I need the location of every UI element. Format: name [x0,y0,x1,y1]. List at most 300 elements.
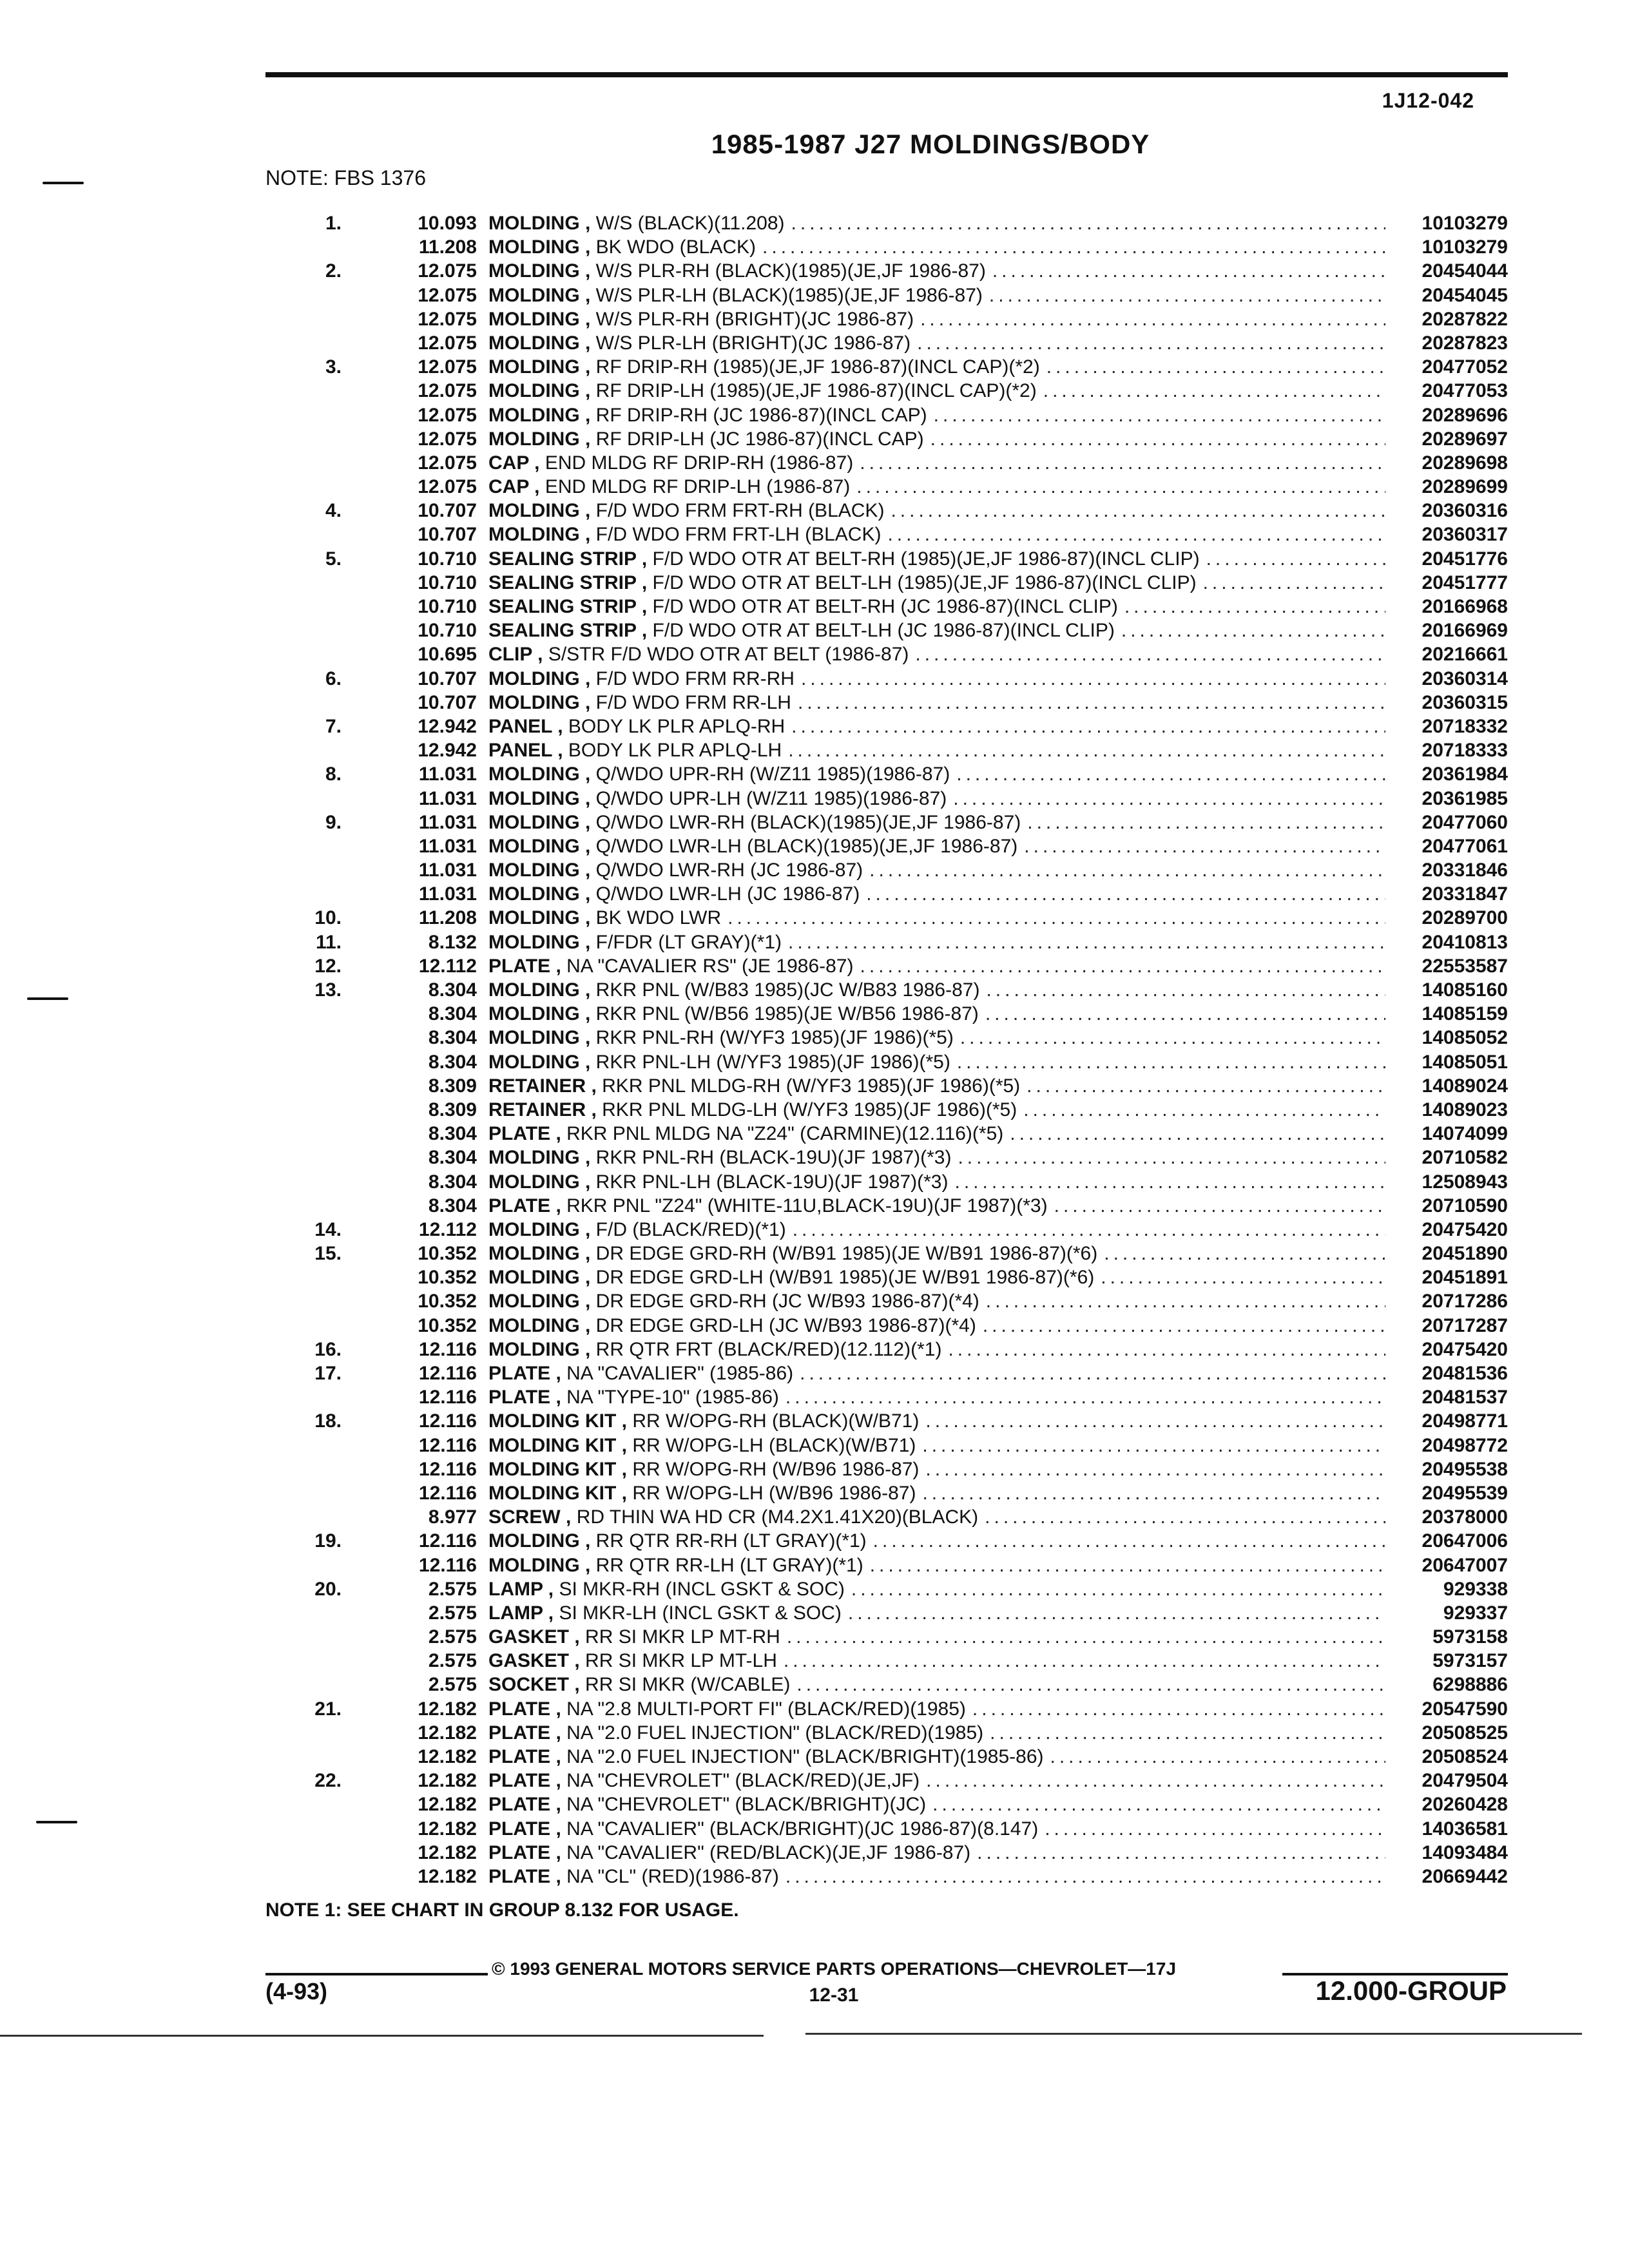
separator: , [550,1841,567,1863]
leader-dots [863,860,1385,881]
part-detail: BK WDO (BLACK) [595,236,757,258]
description-text [488,452,853,474]
separator: , [616,1434,633,1456]
separator: , [569,1650,586,1672]
leader-dots [947,788,1385,810]
separator: , [579,236,596,258]
part-detail: RD THIN WA HD CR (M4.2X1.41X20)(BLACK) [576,1506,979,1528]
part-name: PLATE [488,1841,551,1863]
description-text [488,236,756,258]
description-text [488,285,983,307]
part-detail: DR EDGE GRD-RH (JC W/B93 1986-87)(*4) [595,1291,979,1312]
part-name: RETAINER [488,1075,586,1097]
part-number: 20216661 [1422,644,1508,666]
part-description [477,332,1385,354]
description-text [488,1315,976,1337]
part-detail: Q/WDO LWR-LH (JC 1986-87) [595,883,860,905]
part-name: RETAINER [488,1099,586,1120]
part-description [477,1602,1385,1624]
leader-dots [779,1387,1385,1408]
part-number: 20361984 [1422,764,1508,785]
part-description [477,236,1385,258]
part-description [477,1626,1385,1648]
table-row [284,883,1508,907]
group-number: 11.031 [418,811,477,833]
ref-number: 10. [314,907,342,929]
separator: , [550,1770,567,1792]
part-description [477,1052,1385,1073]
part-number: 20477060 [1422,811,1508,833]
part-name: SEALING STRIP [488,596,637,617]
part-number: 20547590 [1422,1698,1508,1720]
leader-dots [911,332,1385,354]
part-name: CAP [488,476,529,498]
leader-dots [941,1339,1385,1361]
page-title: 1985-1987 J27 MOLDINGS/BODY [711,129,1150,159]
description-text [488,380,1037,402]
leader-dots [950,764,1385,785]
leader-dots [1037,380,1385,402]
table-row [284,1818,1508,1842]
part-detail: NA "CL" (RED)(1986-87) [566,1865,779,1887]
group-number: 12.116 [418,1410,477,1432]
separator: , [543,1602,559,1624]
part-detail: RR SI MKR LP MT-RH [585,1626,780,1648]
group-number: 10.707 [418,691,477,713]
description-text [488,260,986,282]
table-row [284,740,1508,764]
ref-number: 15. [314,1243,342,1265]
part-number: 20508525 [1422,1722,1508,1744]
description-text [488,428,924,450]
part-detail: F/D WDO FRM RR-LH [595,691,791,713]
separator: , [579,1338,596,1360]
part-detail: BK WDO LWR [595,907,722,929]
part-description [477,1075,1385,1097]
table-row [284,668,1508,692]
leader-dots [1094,1267,1385,1289]
table-row [284,1123,1508,1147]
table-row [284,1698,1508,1722]
separator: , [579,860,596,881]
part-description [477,668,1385,690]
table-row [284,1794,1508,1818]
part-number: 20451776 [1422,548,1508,570]
part-description [477,1147,1385,1169]
description-text [488,1147,951,1169]
leader-dots [979,1003,1385,1025]
description-text [488,644,909,666]
table-row [284,1674,1508,1698]
leader-dots [1044,1746,1385,1768]
part-description [477,932,1385,954]
leader-dots [785,213,1385,235]
description-text [488,1099,1017,1121]
part-description [477,1315,1385,1337]
table-row [284,860,1508,883]
part-number: 20454045 [1422,284,1508,306]
description-text [488,1506,978,1528]
part-detail: RKR PNL (W/B56 1985)(JE W/B56 1986-87) [595,1003,979,1025]
group-number: 8.304 [428,1051,477,1073]
part-detail: RKR PNL MLDG NA "Z24" (CARMINE)(12.116)(*5) [566,1123,1004,1145]
group-number: 12.182 [418,1865,477,1887]
leader-dots [884,500,1385,522]
leader-dots [721,907,1385,929]
table-row [284,380,1508,404]
part-name: MOLDING [488,787,580,809]
page-number: 12-31 [809,1984,859,2006]
separator: , [528,476,545,498]
description-text [488,405,927,427]
separator: , [579,1267,596,1289]
part-name: PLATE [488,1195,551,1216]
part-name: MOLDING [488,811,580,833]
leader-dots [853,956,1385,977]
table-row [284,452,1508,476]
part-detail: RF DRIP-LH (1985)(JE,JF 1986-87)(INCL CAP)(*2) [595,380,1037,402]
table-row [284,356,1508,380]
table-row [284,1195,1508,1219]
leader-dots [979,979,1385,1001]
part-number: 20508524 [1422,1746,1508,1767]
part-number: 20495538 [1422,1458,1508,1480]
part-detail: W/S PLR-LH (BRIGHT)(JC 1986-87) [595,332,911,354]
separator: , [579,308,596,330]
group-number: 10.352 [418,1314,477,1336]
part-description [477,572,1385,594]
group-number: 2.575 [428,1626,477,1648]
leader-dots [780,1626,1385,1648]
part-number: 20669442 [1422,1865,1508,1887]
description-text [488,1027,954,1049]
leader-dots [948,1171,1385,1193]
part-number: 20378000 [1422,1506,1508,1528]
part-name: MOLDING [488,668,580,689]
description-text [488,620,1115,642]
top-rule [265,72,1508,77]
part-number: 20475420 [1422,1338,1508,1360]
part-detail: NA "CAVALIER" (1985-86) [566,1363,794,1384]
ref-number: 3. [325,356,342,378]
part-name: PLATE [488,1698,551,1720]
group-number: 10.352 [418,1291,477,1312]
part-name: PLATE [488,1722,551,1744]
leader-dots [909,644,1385,666]
part-detail: RR QTR RR-LH (LT GRAY)(*1) [595,1554,863,1576]
part-name: MOLDING [488,883,580,905]
ref-number: 19. [314,1530,342,1552]
table-row [284,1243,1508,1267]
part-description [477,428,1385,450]
part-description [477,548,1385,570]
part-detail: F/D (BLACK/RED)(*1) [595,1218,786,1240]
leader-dots [1038,1818,1385,1840]
part-name: MOLDING [488,1051,580,1073]
part-description [477,380,1385,402]
group-number: 2.575 [428,1578,477,1600]
part-detail: RKR PNL MLDG-LH (W/YF3 1985)(JF 1986)(*5) [602,1099,1017,1120]
part-name: MOLDING [488,284,580,306]
group-number: 11.031 [418,835,477,857]
separator: , [579,668,596,689]
description-text [488,356,1040,378]
part-detail: DR EDGE GRD-RH (W/B91 1985)(JE W/B91 1986-87)(*6) [595,1243,1098,1265]
table-row [284,1722,1508,1746]
part-name: MOLDING [488,524,580,546]
leader-dots [1020,1075,1385,1097]
separator: , [616,1482,633,1504]
description-text [488,1530,867,1552]
separator: , [550,955,567,977]
ref-number: 18. [314,1410,342,1432]
part-name: CLIP [488,644,532,666]
part-detail: NA "CAVALIER RS" (JE 1986-87) [566,955,854,977]
part-detail: RR W/OPG-RH (W/B96 1986-87) [632,1458,920,1480]
description-text [488,788,947,810]
part-number: 20360315 [1422,691,1508,713]
table-row [284,332,1508,356]
part-number: 20718333 [1422,740,1508,762]
part-number: 20451891 [1422,1267,1508,1289]
part-description [477,452,1385,474]
table-row [284,764,1508,787]
header-note: NOTE: FBS 1376 [265,166,426,189]
part-name: CAP [488,452,529,474]
part-number: 20289698 [1422,452,1508,474]
description-text [488,1052,950,1073]
leader-dots [881,524,1385,546]
part-description [477,1842,1385,1864]
description-text [488,1842,970,1864]
part-description [477,476,1385,498]
leader-dots [793,1363,1385,1385]
table-row [284,692,1508,716]
separator: , [569,1626,586,1648]
group-number: 12.075 [418,476,477,498]
part-description [477,1746,1385,1768]
part-description [477,692,1385,714]
part-name: PLATE [488,955,551,977]
leader-dots [1197,572,1385,594]
group-number: 12.075 [418,404,477,426]
part-description [477,907,1385,929]
group-number: 12.116 [418,1434,477,1456]
leader-dots [860,883,1385,905]
part-name: MOLDING [488,1218,580,1240]
part-name: MOLDING [488,1338,580,1360]
group-number: 12.116 [418,1482,477,1504]
part-number: 14085052 [1422,1027,1508,1049]
part-description [477,1027,1385,1049]
part-name: MOLDING [488,260,580,282]
group-number: 12.182 [418,1722,477,1744]
part-number: 10103279 [1422,213,1508,234]
description-text [488,1794,926,1816]
ref-number: 1. [325,213,342,234]
part-number: 20647006 [1422,1530,1508,1552]
description-text [488,932,782,954]
description-text [488,1435,916,1457]
separator: , [550,1746,567,1767]
description-text [488,1602,842,1624]
separator: , [579,428,596,450]
table-row [284,1435,1508,1459]
part-number: 20289699 [1422,476,1508,498]
group-number: 8.304 [428,1147,477,1169]
separator: , [636,572,653,593]
separator: , [550,1123,567,1145]
part-detail: F/D WDO OTR AT BELT-LH (1985)(JE,JF 1986-87)(INCL CLIP) [652,572,1197,593]
part-number: 20477053 [1422,380,1508,402]
part-detail: SI MKR-LH (INCL GSKT & SOC) [559,1602,842,1624]
part-number: 20481536 [1422,1363,1508,1384]
leader-dots [919,1410,1385,1432]
description-text [488,1770,920,1792]
leader-dots [756,236,1385,258]
part-description [477,356,1385,378]
table-row [284,1770,1508,1794]
part-detail: RR W/OPG-LH (BLACK)(W/B71) [632,1434,916,1456]
description-text [488,860,863,881]
description-text [488,1243,1097,1265]
part-name: MOLDING [488,380,580,402]
part-number: 20454044 [1422,260,1508,282]
table-row [284,236,1508,260]
part-description [477,788,1385,810]
separator: , [636,596,653,617]
ref-number: 5. [325,548,342,570]
ref-number: 17. [314,1363,342,1384]
part-detail: RR SI MKR LP MT-LH [585,1650,777,1672]
group-number: 11.031 [418,764,477,785]
leader-dots [791,692,1385,714]
part-description [477,620,1385,642]
leader-dots [790,1674,1385,1696]
group-number: 10.707 [418,500,477,522]
part-number: 6298886 [1432,1674,1508,1696]
part-description [477,1530,1385,1552]
separator: , [550,1698,567,1720]
part-description [477,1003,1385,1025]
part-detail: RR W/OPG-RH (BLACK)(W/B71) [632,1410,920,1432]
separator: , [543,1578,559,1600]
description-text [488,548,1200,570]
part-detail: RKR PNL MLDG-RH (W/YF3 1985)(JF 1986)(*5) [602,1075,1021,1097]
part-detail: Q/WDO LWR-RH (BLACK)(1985)(JE,JF 1986-87) [595,811,1021,833]
part-name: MOLDING [488,1243,580,1265]
part-description [477,1243,1385,1265]
part-detail: NA "2.8 MULTI-PORT FI" (BLACK/RED)(1985) [566,1698,966,1720]
part-detail: RKR PNL-RH (BLACK-19U)(JF 1987)(*3) [595,1147,952,1169]
part-name: GASKET [488,1626,570,1648]
description-text [488,1339,941,1361]
part-number: 10103279 [1422,236,1508,258]
margin-mark [43,182,84,184]
part-description [477,1770,1385,1792]
table-row [284,309,1508,332]
group-number: 8.304 [428,1123,477,1145]
part-description [477,1099,1385,1121]
ref-number: 11. [315,931,342,953]
part-description [477,812,1385,834]
description-text [488,716,785,738]
part-description [477,1698,1385,1720]
part-name: MOLDING [488,1314,580,1336]
description-text [488,524,881,546]
part-detail: Q/WDO UPR-LH (W/Z11 1985)(1986-87) [595,787,947,809]
table-row [284,1027,1508,1051]
table-row [284,907,1508,931]
table-row [284,1339,1508,1363]
part-description [477,500,1385,522]
part-number: 20331847 [1422,883,1508,905]
part-description [477,1123,1385,1145]
description-text [488,1650,777,1672]
part-name: MOLDING [488,1291,580,1312]
part-number: 20495539 [1422,1482,1508,1504]
part-number: 14074099 [1422,1123,1508,1145]
description-text [488,1123,1003,1145]
leader-dots [842,1602,1385,1624]
leader-dots [795,668,1385,690]
table-row [284,596,1508,620]
part-name: MOLDING [488,500,580,522]
description-text [488,596,1118,618]
separator: , [586,1075,602,1097]
part-detail: W/S PLR-RH (BLACK)(1985)(JE,JF 1986-87) [595,260,986,282]
part-description [477,1722,1385,1744]
description-text [488,1075,1020,1097]
separator: , [579,1530,596,1552]
part-name: PANEL [488,715,552,737]
part-name: MOLDING [488,1530,580,1552]
part-description [477,1866,1385,1888]
group-number: 12.075 [418,332,477,354]
part-detail: RF DRIP-LH (JC 1986-87)(INCL CAP) [595,428,924,450]
description-text [488,1746,1044,1768]
table-row [284,1075,1508,1099]
separator: , [586,1099,602,1120]
part-description [477,1363,1385,1385]
part-detail: F/D WDO FRM FRT-RH (BLACK) [595,500,885,522]
part-detail: S/STR F/D WDO OTR AT BELT (1986-87) [548,644,909,666]
ref-number: 12. [314,955,342,977]
leader-dots [916,1483,1385,1504]
group-number: 2.575 [428,1650,477,1672]
group-number: 10.710 [418,572,477,593]
description-text [488,500,884,522]
table-row [284,932,1508,956]
part-number: 5973158 [1432,1626,1508,1648]
description-text [488,1003,979,1025]
group-number: 12.182 [418,1770,477,1792]
group-number: 12.112 [418,955,477,977]
group-number: 12.116 [418,1554,477,1576]
leader-dots [1021,812,1385,834]
ref-number: 16. [314,1338,342,1360]
table-row [284,979,1508,1003]
part-detail: F/D WDO OTR AT BELT-RH (1985)(JE,JF 1986-87)(INCL CLIP) [652,548,1200,570]
part-description [477,596,1385,618]
leader-dots [1040,356,1385,378]
group-number: 10.710 [418,548,477,570]
separator: , [636,620,653,642]
part-description [477,285,1385,307]
part-name: PLATE [488,1770,551,1792]
part-number: 20498772 [1422,1434,1508,1456]
part-number: 20289696 [1422,404,1508,426]
